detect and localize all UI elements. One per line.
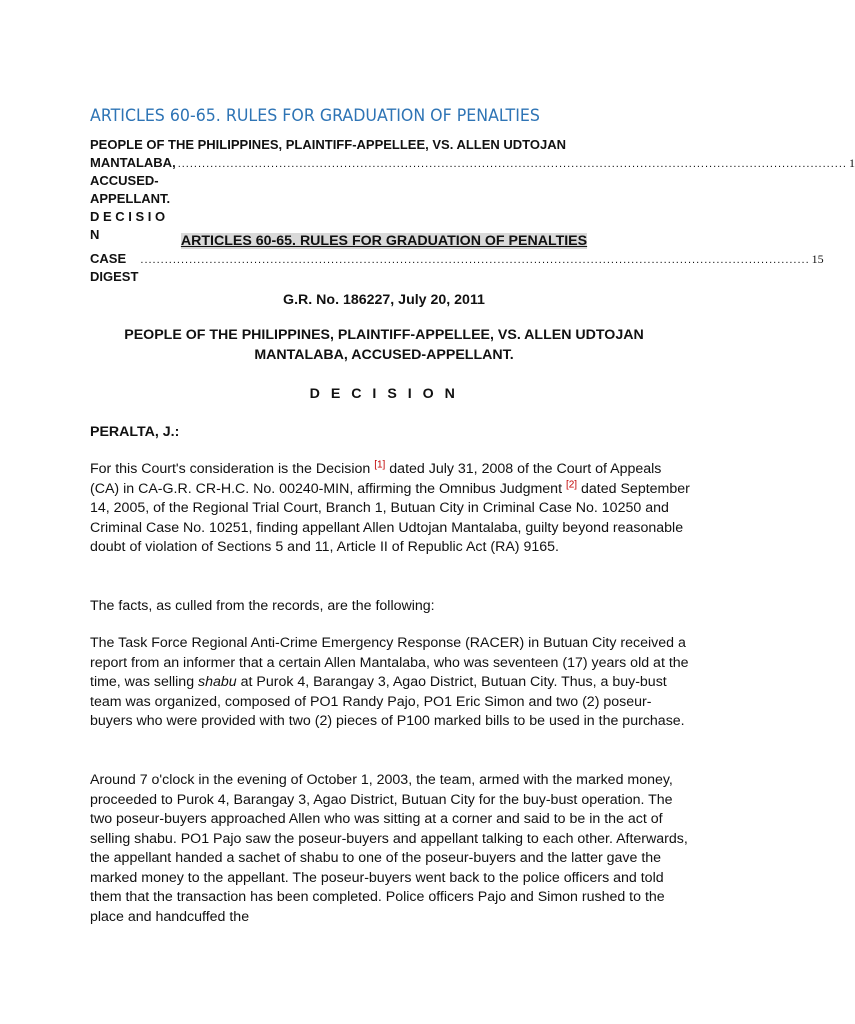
case-parties: PEOPLE OF THE PHILIPPINES, PLAINTIFF-APPELLEE, VS. ALLEN UDTOJAN MANTALABA, ACCUSED-APPELLANT. [124,327,644,363]
paragraph-text: at Purok 4, Barangay 3, Agao District, Butuan City. Thus, a buy-bust team was organized, composed of PO1 Randy Pajo, PO1 Eric Simon and two (2) poseur-buyers who were provided with two (2) pieces of P100 marked bills to be used in the purchase. [90,674,685,729]
toc-leader-dots: ..................................................................................................................................................................... [140,254,810,266]
toc-page-number[interactable]: 1 [848,156,855,170]
toc-entry-title-line-2[interactable]: MANTALABA, ACCUSED-APPELLANT. D E C I S I O N [90,155,176,242]
decision-heading: D E C I S I O N [309,386,459,402]
case-number: G.R. No. 186227, July 20, 2011 [283,292,485,308]
footnote-link-2[interactable]: [2] [565,478,578,490]
toc-leader-dots: ..................................................................................................................................................................... [177,158,847,170]
paragraph-intro [90,460,690,558]
ponente: PERALTA, J.: [90,424,180,440]
table-of-contents [90,136,855,286]
section-title-text: ARTICLES 60-65. RULES FOR GRADUATION OF PENALTIES [180,233,588,249]
paragraph-text: The Task Force Regional Anti-Crime Emergency Response (RACER) in Butuan City received a report from an informer that a certain Allen Mantalaba, who was seventeen (17) years old at the time, was selling [90,635,689,690]
footnote-link-1[interactable]: [1] [374,459,386,471]
toc-entry-title-line-1[interactable]: PEOPLE OF THE PHILIPPINES, PLAINTIFF-APPELLEE, VS. ALLEN UDTOJAN [90,137,566,152]
toc-entry-title[interactable]: CASE DIGEST [90,251,139,284]
paragraph-emphasis: shabu [198,674,237,690]
paragraph-text: The facts, as culled from the records, are the following: [90,598,435,614]
paragraph-racer-report [90,634,690,732]
toc-page-number[interactable]: 15 [811,252,824,266]
paragraph-text: dated July 31, 2008 of the Court of Appeals (CA) in CA-G.R. CR-H.C. No. 00240-MIN, affirming the Omnibus Judgment [90,461,662,497]
section-title [90,232,678,252]
paragraph-text: dated September 14, 2005, of the Regional Trial Court, Branch 1, Butuan City in Criminal Case No. 10250 and Criminal Case No. 10251, finding appellant Allen Udtojan Mantalaba, guilty beyond reasonable doubt of violation of Sections 5 and 11, Article II of Republic Act (RA) 9165. [90,480,690,555]
paragraph-buy-bust [90,771,690,927]
toc-heading: ARTICLES 60-65. RULES FOR GRADUATION OF PENALTIES [90,106,540,126]
paragraph-facts-intro [90,597,690,617]
paragraph-text: Around 7 o'clock in the evening of October 1, 2003, the team, armed with the marked money, proceeded to Purok 4, Barangay 3, Agao District, Butuan City for the buy-bust operation. The two poseur-buyers approached Allen who was sitting at a corner and said to be in the act of selling shabu. PO1 Pajo saw the poseur-buyers and appellant talking to each other. Afterwards, the appellant handed a sachet of shabu to one of the poseur-buyers and the latter gave the marked money to the appellant. The poseur-buyers went back to the police officers and told them that the transaction has been completed. Police officers Pajo and Simon rushed to the place and handcuffed the [90,772,688,925]
paragraph-text: For this Court's consideration is the Decision [90,461,375,477]
toc-entry-people-vs-mantalaba[interactable] [90,136,855,244]
toc-entry-case-digest[interactable] [90,250,824,286]
